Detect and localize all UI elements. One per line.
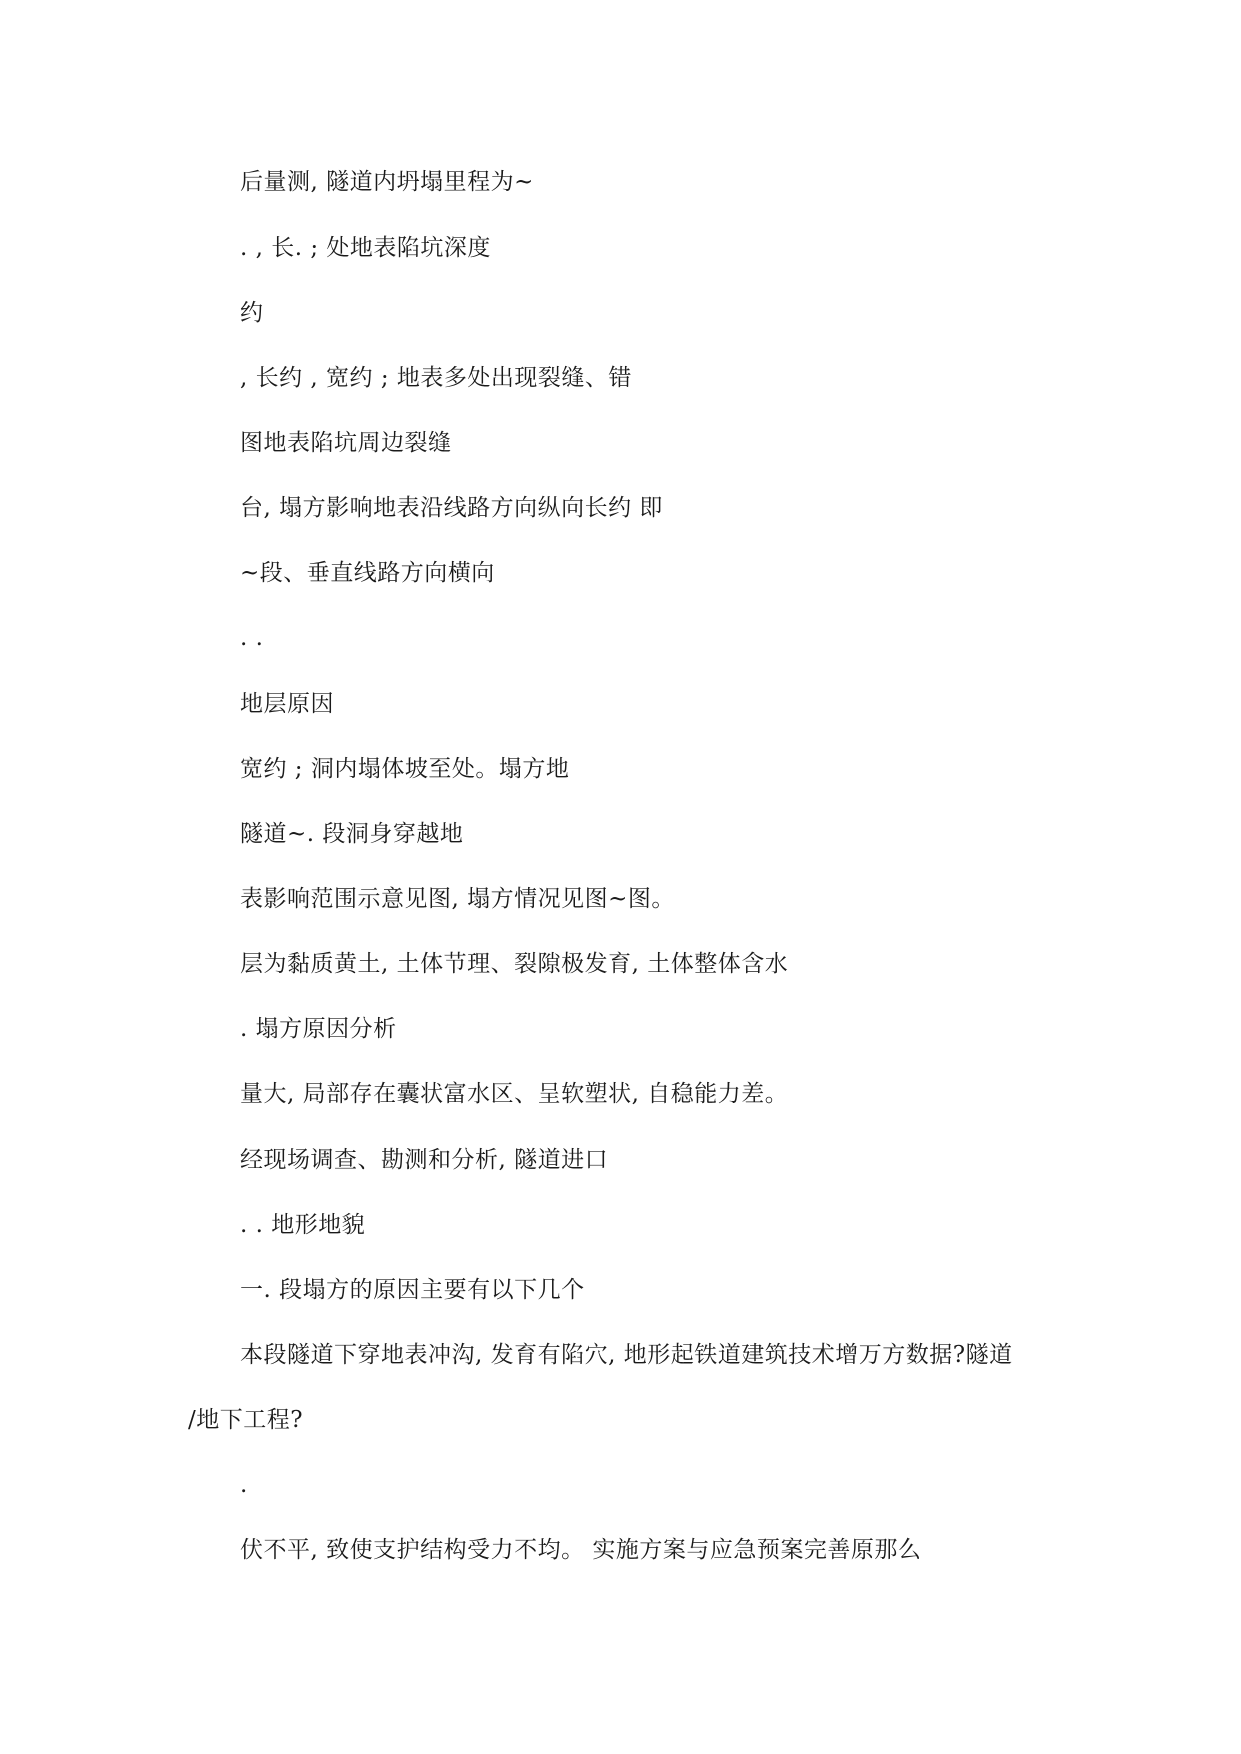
- text-line-7: ~段、垂直线路方向横向: [240, 560, 495, 586]
- text-line-22: 伏不平, 致使支护结构受力不均。 实施方案与应急预案完善原那么: [240, 1537, 922, 1563]
- text-line-21: .: [240, 1472, 248, 1498]
- text-line-18: 一. 段塌方的原因主要有以下几个: [240, 1277, 585, 1303]
- text-line-16: 经现场调查、勘测和分析, 隧道进口: [240, 1147, 609, 1173]
- text-line-15: 量大, 局部存在囊状富水区、呈软塑状, 自稳能力差。: [240, 1081, 789, 1107]
- text-line-2: . , 长. ; 处地表陷坑深度: [240, 235, 491, 261]
- text-line-4: , 长约 , 宽约 ; 地表多处出现裂缝、错: [240, 365, 632, 391]
- text-line-8: . .: [240, 625, 264, 651]
- text-line-3: 约: [240, 300, 264, 326]
- text-line-13: 层为黏质黄土, 土体节理、裂隙极发育, 土体整体含水: [240, 951, 789, 977]
- text-line-17: . . 地形地貌: [240, 1212, 366, 1238]
- text-line-1: 后量测, 隧道内坍塌里程为~: [240, 169, 534, 195]
- text-line-11: 隧道~. 段洞身穿越地: [240, 821, 464, 847]
- text-line-6: 台, 塌方影响地表沿线路方向纵向长约 即: [240, 495, 663, 521]
- text-line-5: 图地表陷坑周边裂缝: [240, 430, 452, 456]
- text-line-9: 地层原因: [240, 691, 334, 717]
- text-line-14: . 塌方原因分析: [240, 1016, 397, 1042]
- text-line-10: 宽约 ; 洞内塌体坡至处。塌方地: [240, 756, 570, 782]
- text-line-20: /地下工程?: [188, 1407, 304, 1433]
- text-line-19: 本段隧道下穿地表冲沟, 发育有陷穴, 地形起铁道建筑技术增万方数据?隧道: [240, 1342, 1013, 1368]
- text-line-12: 表影响范围示意见图, 塌方情况见图~图。: [240, 886, 675, 912]
